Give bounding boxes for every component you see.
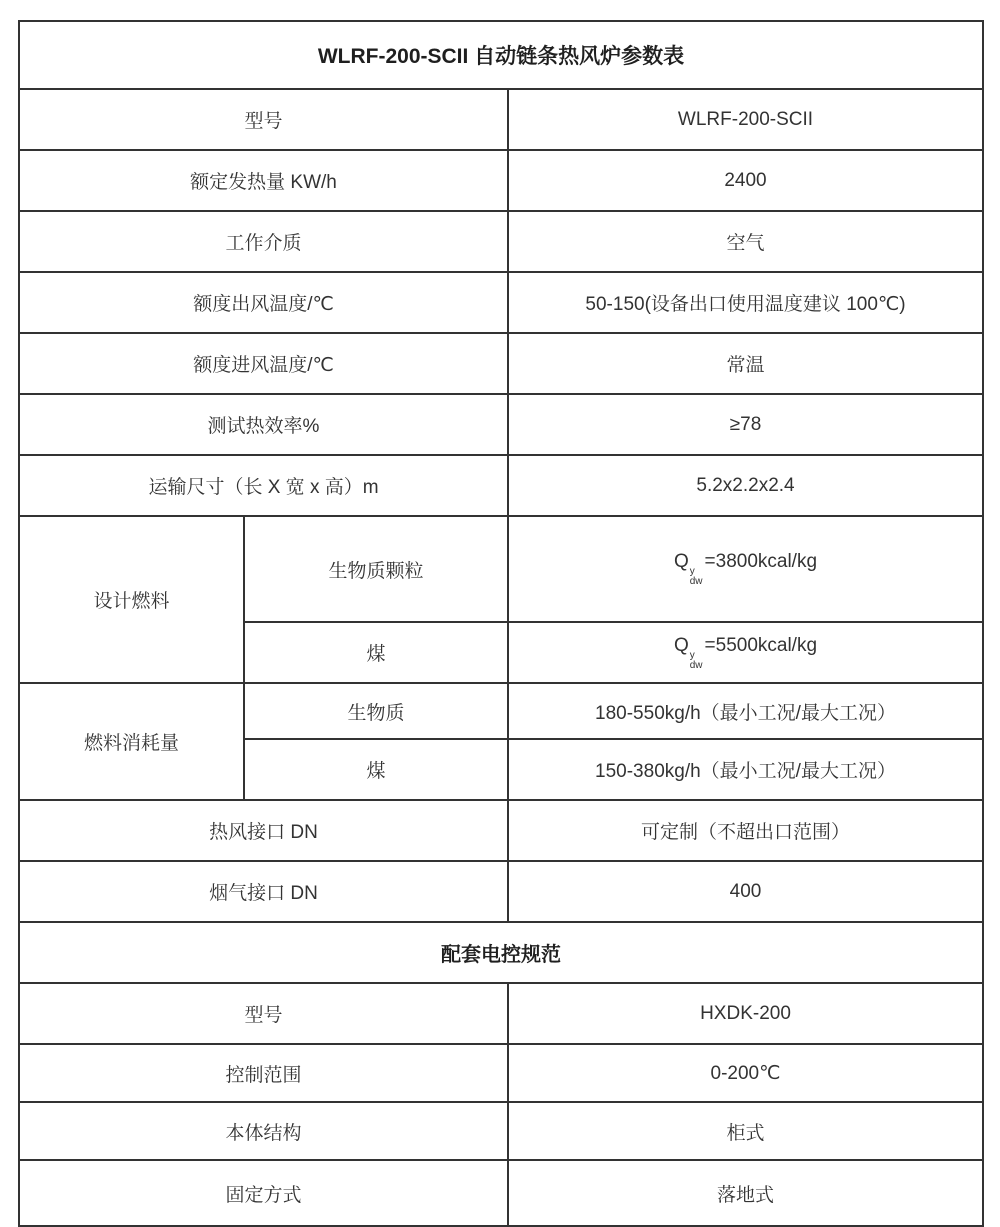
param-label: 烟气接口 DN bbox=[19, 861, 508, 922]
param-label: 额度出风温度/℃ bbox=[19, 272, 508, 333]
param-label: 额度进风温度/℃ bbox=[19, 333, 508, 394]
q-symbol: Q bbox=[673, 634, 689, 656]
fuel-group-label: 设计燃料 bbox=[19, 516, 244, 683]
q-superscript: y bbox=[689, 649, 695, 661]
table-row bbox=[19, 89, 983, 150]
q-value: =5500kcal/kg bbox=[704, 634, 818, 656]
table-row bbox=[19, 516, 983, 622]
param-value: 空气 bbox=[508, 211, 983, 272]
table-row bbox=[19, 1102, 983, 1160]
q-script-stack bbox=[690, 651, 703, 671]
fuel-type: 生物质 bbox=[244, 683, 508, 739]
param-label: 额定发热量 KW/h bbox=[19, 150, 508, 211]
table-row bbox=[19, 983, 983, 1044]
spec-table bbox=[18, 20, 984, 1227]
param-value: 落地式 bbox=[508, 1160, 983, 1226]
table-title-row bbox=[19, 21, 983, 89]
param-label: 型号 bbox=[19, 89, 508, 150]
table-row bbox=[19, 1044, 983, 1102]
param-value: 400 bbox=[508, 861, 983, 922]
param-value: 2400 bbox=[508, 150, 983, 211]
param-value: 0-200℃ bbox=[508, 1044, 983, 1102]
param-label: 热风接口 DN bbox=[19, 800, 508, 861]
q-subscript: dw bbox=[689, 576, 703, 587]
table-row bbox=[19, 861, 983, 922]
table-row bbox=[19, 211, 983, 272]
table-row bbox=[19, 394, 983, 455]
param-value: ≥78 bbox=[508, 394, 983, 455]
q-script-stack bbox=[690, 567, 703, 587]
param-value: 5.2x2.2x2.4 bbox=[508, 455, 983, 516]
fuel-type: 生物质颗粒 bbox=[244, 516, 508, 622]
table-title: WLRF-200-SCII 自动链条热风炉参数表 bbox=[19, 21, 983, 89]
fuel-heat-value bbox=[508, 516, 983, 622]
fuel-consumption-value: 180-550kg/h（最小工况/最大工况） bbox=[508, 683, 983, 739]
fuel-heat-value bbox=[508, 622, 983, 683]
q-symbol: Q bbox=[673, 551, 689, 572]
param-label: 型号 bbox=[19, 983, 508, 1044]
fuel-consumption-value: 150-380kg/h（最小工况/最大工况） bbox=[508, 739, 983, 800]
param-label: 工作介质 bbox=[19, 211, 508, 272]
table-row bbox=[19, 1160, 983, 1226]
param-value: 柜式 bbox=[508, 1102, 983, 1160]
table-row bbox=[19, 800, 983, 861]
section-header-row bbox=[19, 922, 983, 983]
table-row bbox=[19, 455, 983, 516]
param-label: 本体结构 bbox=[19, 1102, 508, 1160]
fuel-group-label: 燃料消耗量 bbox=[19, 683, 244, 800]
param-value: 常温 bbox=[508, 333, 983, 394]
q-subscript: dw bbox=[689, 659, 703, 671]
section-header: 配套电控规范 bbox=[19, 922, 983, 983]
table-row bbox=[19, 683, 983, 739]
table-row bbox=[19, 150, 983, 211]
param-value: 50-150(设备出口使用温度建议 100℃) bbox=[508, 272, 983, 333]
fuel-type: 煤 bbox=[244, 739, 508, 800]
param-value: WLRF-200-SCII bbox=[508, 89, 983, 150]
param-label: 控制范围 bbox=[19, 1044, 508, 1102]
table-row bbox=[19, 272, 983, 333]
fuel-type: 煤 bbox=[244, 622, 508, 683]
param-value: 可定制（不超出口范围） bbox=[508, 800, 983, 861]
param-value: HXDK-200 bbox=[508, 983, 983, 1044]
param-label: 固定方式 bbox=[19, 1160, 508, 1226]
table-row bbox=[19, 333, 983, 394]
q-superscript: y bbox=[689, 566, 695, 577]
param-label: 运输尺寸（长 X 宽 x 高）m bbox=[19, 455, 508, 516]
q-value: =3800kcal/kg bbox=[704, 551, 818, 572]
param-label: 测试热效率% bbox=[19, 394, 508, 455]
